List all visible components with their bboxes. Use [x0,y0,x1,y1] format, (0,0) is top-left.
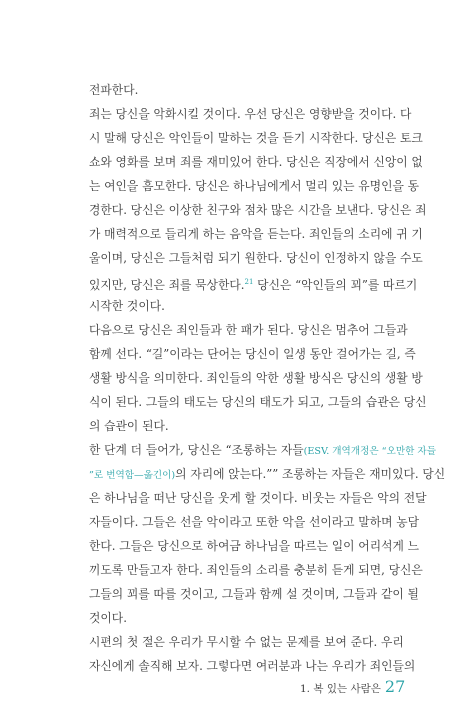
text-line: 전파한다. [89,83,139,97]
text-line: 시편의 첫 절은 우리가 무시할 수 없는 문제를 보여 준다. 우리 [89,635,404,649]
page-number: 27 [384,677,406,696]
text-line: 자신에게 솔직해 보자. 그렇다면 여러분과 나는 우리가 죄인들의 [89,659,416,673]
text-line: 의 습관이 된다. [89,419,169,433]
text-line: 한다. 그들은 당신으로 하여금 하나님을 따르는 일이 어리석게 느 [89,539,420,553]
text-line: 은 하나님을 떠난 당신을 웃게 할 것이다. 비웃는 자들은 악의 전달 [89,491,427,505]
text-line: 가 매력적으로 들리게 하는 음악을 듣는다. 죄인들의 소리에 귀 기 [89,227,423,241]
text-run: 한 단계 더 들어가, 당신은 “조롱하는 자들 [89,443,304,457]
text-line [89,462,446,486]
text-line: 생활 방식을 의미한다. 죄인들의 악한 생활 방식은 당신의 생활 방 [89,371,423,385]
text-line: 시 말해 당신은 악인들이 말하는 것을 듣기 시작한다. 당신은 토크 [89,131,423,145]
text-run: 당신은 “악인들의 꾀”를 따르기 [253,278,418,292]
text-line: 그들의 꾀를 따를 것이고, 그들과 함께 설 것이며, 그들과 같이 될 [89,587,419,601]
text-line [89,438,436,462]
text-line: 쇼와 영화를 보며 죄를 재미있어 한다. 당신은 직장에서 신앙이 없 [89,155,423,169]
footnote-marker[interactable]: 21 [244,278,254,286]
chapter-title: 1. 복 있는 사람은 [300,683,381,695]
text-run: 있지만, 당신은 죄를 묵상한다. [89,278,245,292]
text-line: 끼도록 만들고자 한다. 죄인들의 소리를 충분히 듣게 되면, 당신은 [89,563,423,577]
translator-note: ”로 번역함—옮긴이) [89,470,176,481]
text-line: 식이 된다. 그들의 태도는 당신의 태도가 되고, 그들의 습관은 당신 [89,395,427,409]
text-line: 울이며, 당신은 그들처럼 되기 원한다. 당신이 인정하지 않을 수도 [89,251,423,265]
text-line: 시작한 것이다. [89,299,165,313]
page-footer [300,677,410,699]
text-run: 의 자리에 앉는다.” [175,467,273,481]
text-line: 것이다. [89,611,127,625]
text-line [89,270,418,294]
text-line: 는 여인을 흠모한다. 당신은 하나님에게서 멀리 있는 유명인을 동 [89,179,420,193]
text-line: 경한다. 당신은 이상한 친구와 점차 많은 시간을 보낸다. 당신은 죄 [89,203,427,217]
text-line: 죄는 당신을 악화시킬 것이다. 우선 당신은 영향받을 것이다. 다 [89,107,412,121]
text-run: ” 조롱하는 자들은 재미있다. 당신 [272,467,446,481]
text-line: 함께 선다. “길”이라는 단어는 당신이 일생 동안 걸어가는 길, 즉 [89,347,416,361]
text-line: 다음으로 당신은 죄인들과 한 패가 된다. 당신은 멈추어 그들과 [89,323,408,337]
text-line: 자들이다. 그들은 선을 악이라고 또한 악을 선이라고 말하며 농담 [89,515,420,529]
translator-note: (ESV. 개역개정은 “오만한 자들 [303,446,436,457]
